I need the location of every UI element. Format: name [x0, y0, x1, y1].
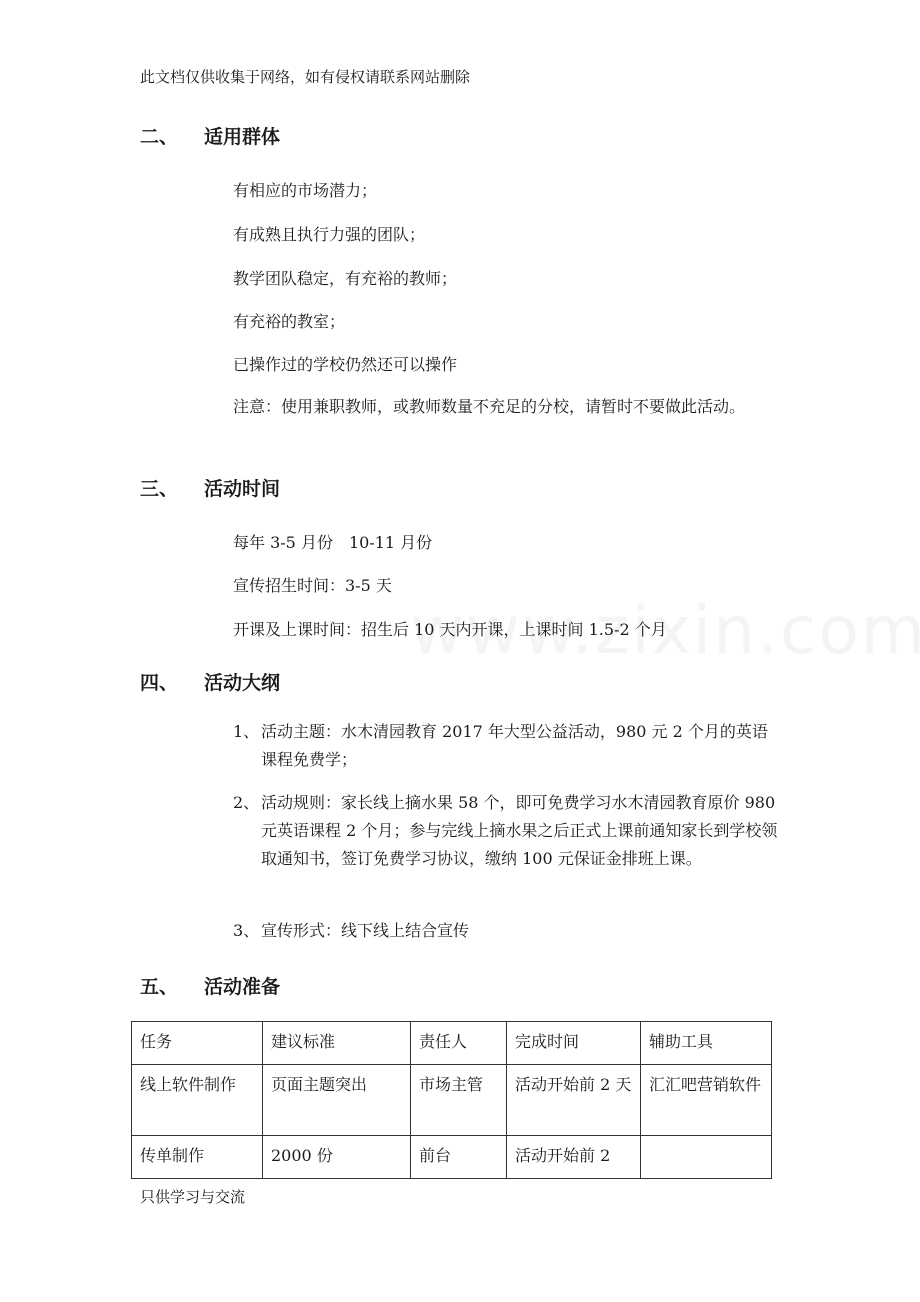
table-cell [641, 1136, 772, 1179]
outline-item-2 [233, 789, 783, 873]
item-text: 活动规则：家长线上摘水果 58 个，即可免费学习水木清园教育原价 980 元英语课程 2 个月；参与完线上摘水果之后正式上课前通知家长到学校领取通知书，签订免费学习协议，缴纳 100 元保证金排班上课。 [261, 793, 778, 868]
table-cell: 页面主题突出 [263, 1065, 411, 1136]
table-cell: 汇汇吧营销软件 [641, 1065, 772, 1136]
section-number: 四、 [140, 672, 179, 694]
item-text: 宣传形式：线下线上结合宣传 [261, 921, 470, 940]
table-header-cell: 完成时间 [507, 1022, 641, 1065]
list-item: 已操作过的学校仍然还可以操作 [233, 355, 458, 374]
table-cell: 传单制作 [132, 1136, 263, 1179]
footer-note: 只供学习与交流 [140, 1188, 246, 1206]
section-heading-3 [140, 474, 280, 501]
section-heading-4 [140, 668, 280, 695]
note-paragraph: 注意：使用兼职教师，或教师数量不充足的分校，请暂时不要做此活动。 [233, 397, 746, 416]
section-title: 活动时间 [204, 478, 281, 500]
table-cell: 活动开始前 2 天 [507, 1065, 641, 1136]
list-item: 每年 3-5 月份 10-11 月份 [233, 533, 433, 552]
table-cell: 线上软件制作 [132, 1065, 263, 1136]
item-text: 活动主题：水木清园教育 2017 年大型公益活动，980 元 2 个月的英语课程免费学； [261, 722, 768, 769]
section-number: 五、 [140, 976, 179, 998]
outline-item-1 [233, 718, 783, 774]
outline-item-3 [233, 917, 783, 945]
table-row [132, 1136, 772, 1179]
table-header-cell: 建议标准 [263, 1022, 411, 1065]
table-cell: 前台 [411, 1136, 507, 1179]
header-note: 此文档仅供收集于网络，如有侵权请联系网站删除 [140, 68, 471, 86]
table-cell: 市场主管 [411, 1065, 507, 1136]
list-item: 开课及上课时间：招生后 10 天内开课，上课时间 1.5-2 个月 [233, 620, 667, 639]
section-number: 二、 [140, 126, 179, 148]
list-item: 有成熟且执行力强的团队； [233, 225, 426, 244]
item-number: 2、 [233, 793, 260, 812]
section-title: 适用群体 [204, 126, 281, 148]
table-cell: 活动开始前 2 [507, 1136, 641, 1179]
table-header-cell: 责任人 [411, 1022, 507, 1065]
list-item: 有相应的市场潜力； [233, 181, 378, 200]
section-number: 三、 [140, 478, 179, 500]
list-item: 有充裕的教室； [233, 312, 346, 331]
table-header-cell: 辅助工具 [641, 1022, 772, 1065]
list-item: 宣传招生时间：3-5 天 [233, 576, 392, 595]
list-item: 教学团队稳定，有充裕的教师； [233, 269, 458, 288]
item-number: 1、 [233, 722, 260, 741]
section-title: 活动准备 [204, 976, 281, 998]
preparation-table [131, 1021, 772, 1179]
item-number: 3、 [233, 921, 260, 940]
table-cell: 2000 份 [263, 1136, 411, 1179]
table-header-cell: 任务 [132, 1022, 263, 1065]
section-title: 活动大纲 [204, 672, 281, 694]
section-heading-5 [140, 972, 280, 999]
section-heading-2 [140, 122, 280, 149]
table-row [132, 1065, 772, 1136]
table-header-row [132, 1022, 772, 1065]
